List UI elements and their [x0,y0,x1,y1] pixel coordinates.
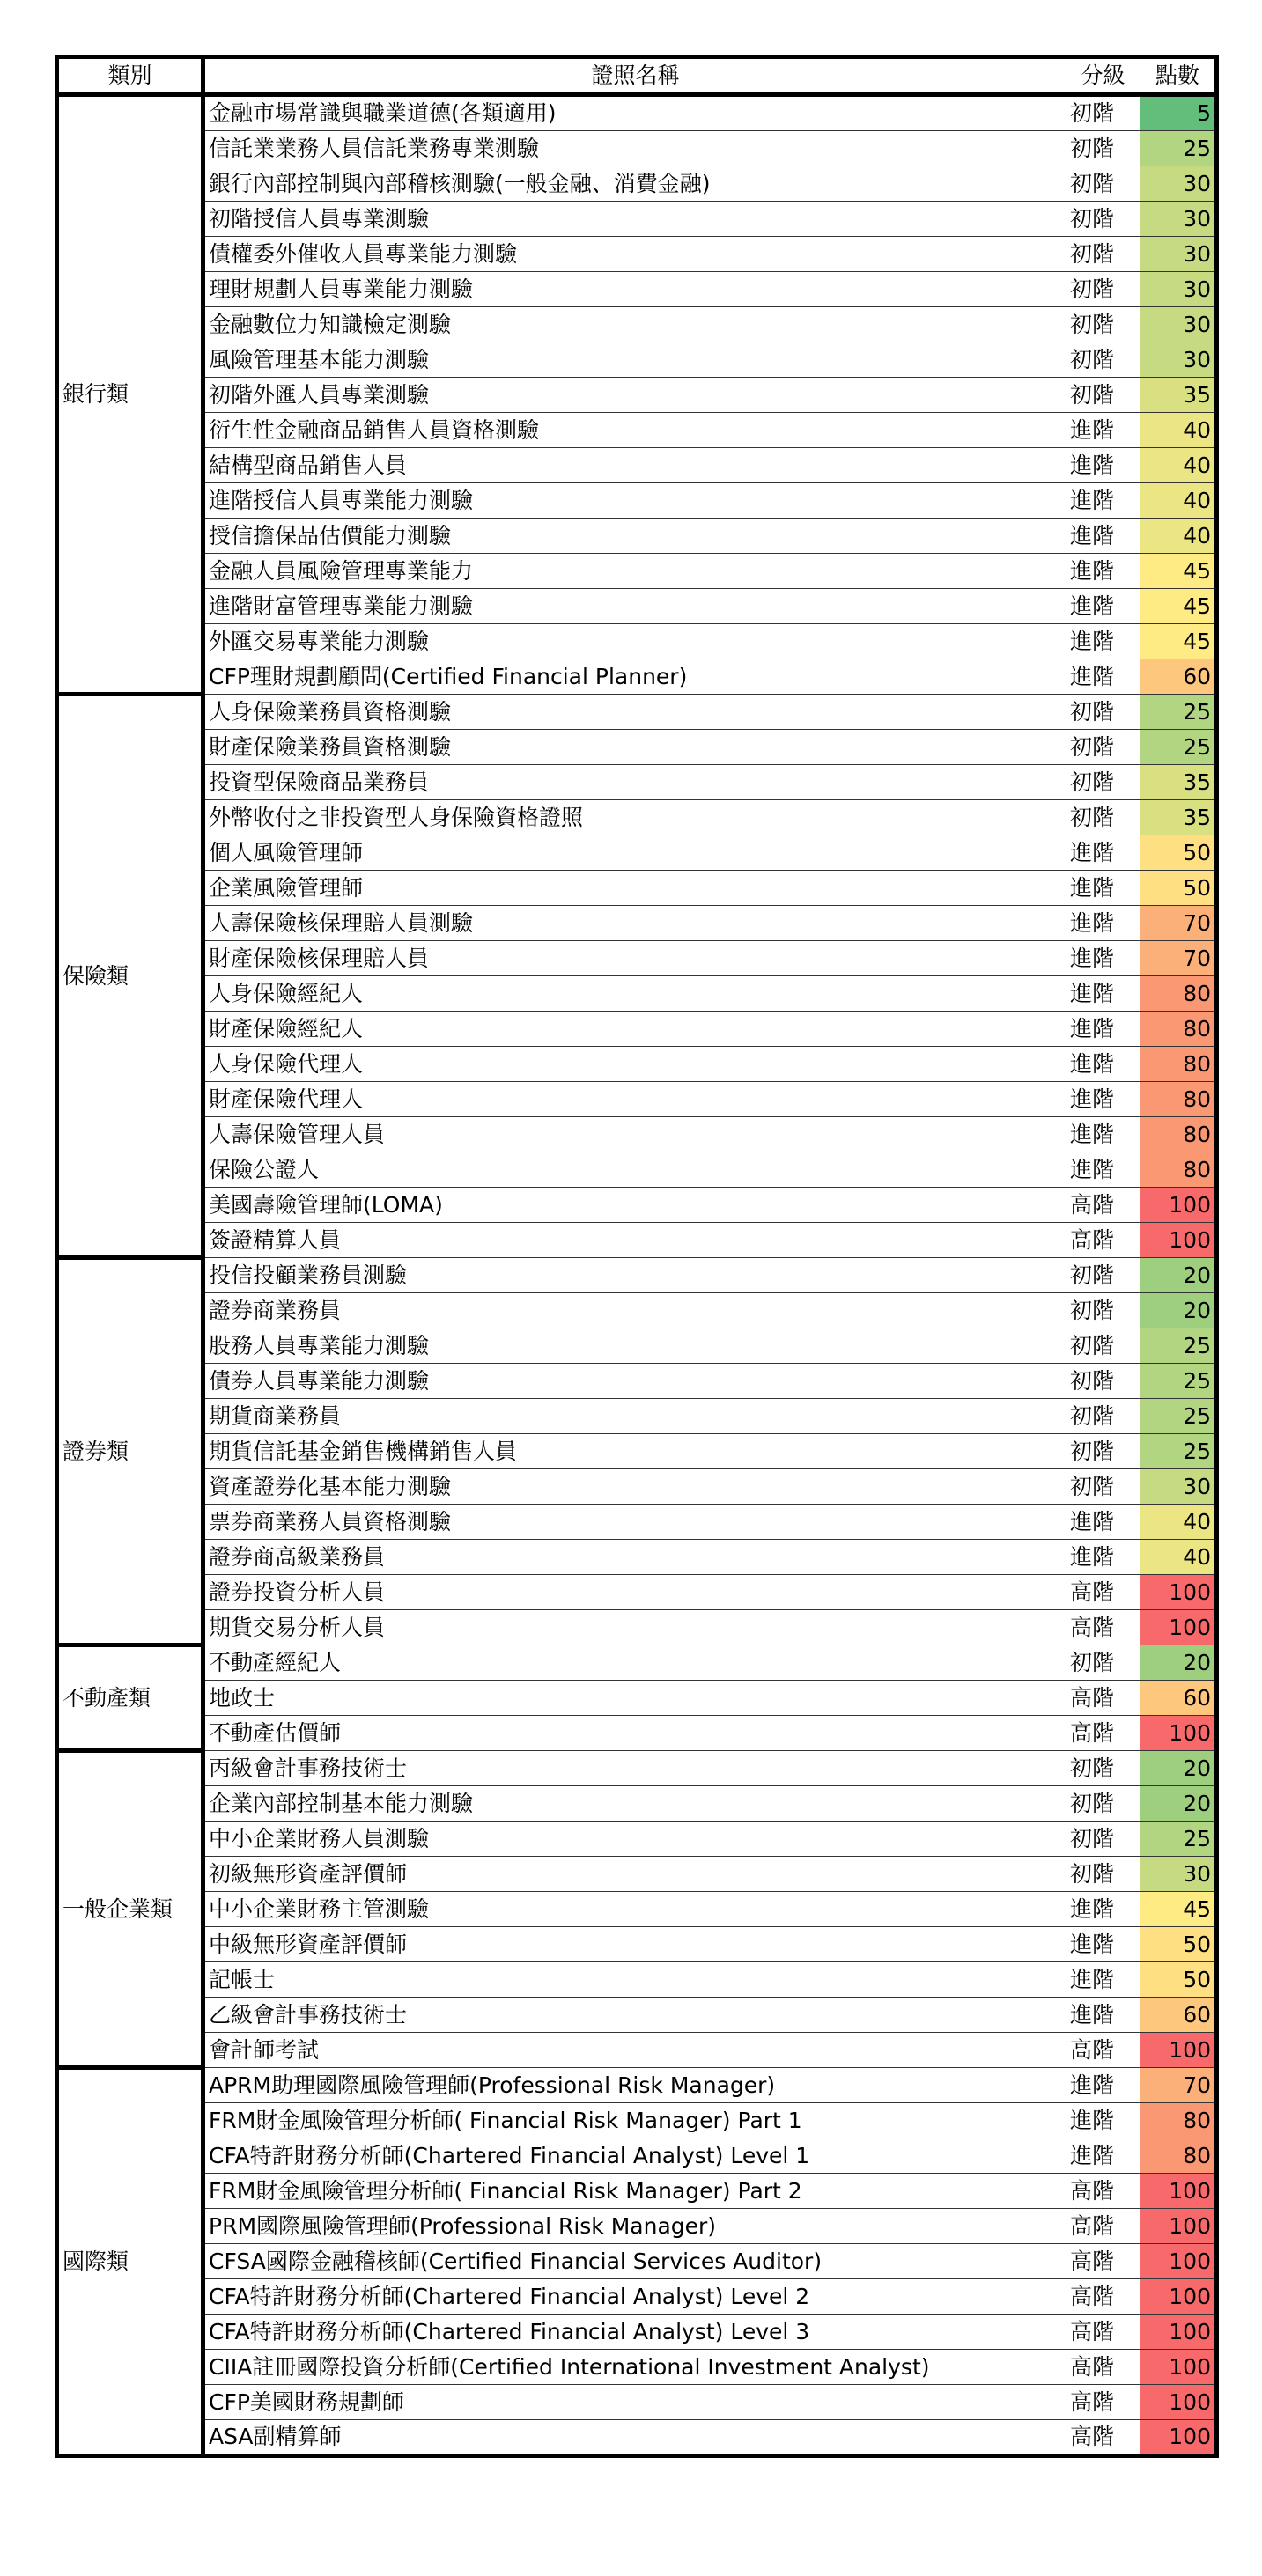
level-cell: 進階 [1066,871,1140,906]
table-row [57,1962,1217,1998]
level-cell: 高階 [1066,2385,1140,2420]
certificate-name-cell: 證券商高級業務員 [203,1540,1066,1575]
level-cell: 進階 [1066,1082,1140,1117]
level-cell: 進階 [1066,1505,1140,1540]
table-row [57,483,1217,519]
certificate-name-cell: 會計師考試 [203,2033,1066,2068]
points-cell: 45 [1140,554,1217,589]
level-cell: 進階 [1066,976,1140,1012]
points-cell: 20 [1140,1786,1217,1822]
certificate-name-cell: CFA特許財務分析師(Chartered Financial Analyst) Level 3 [203,2315,1066,2350]
header-name: 證照名稱 [203,57,1066,95]
points-cell: 25 [1140,730,1217,765]
level-cell: 初階 [1066,1822,1140,1857]
level-cell: 高階 [1066,1681,1140,1716]
level-cell: 初階 [1066,1469,1140,1505]
points-cell: 100 [1140,2279,1217,2315]
level-cell: 進階 [1066,519,1140,554]
certificate-points-table [55,55,1219,2458]
table-row [57,2103,1217,2138]
table-row [57,1434,1217,1469]
certificate-name-cell: CFA特許財務分析師(Chartered Financial Analyst) Level 1 [203,2138,1066,2174]
points-cell: 100 [1140,2315,1217,2350]
certificate-name-cell: PRM國際風險管理師(Professional Risk Manager) [203,2209,1066,2244]
level-cell: 高階 [1066,1223,1140,1258]
certificate-name-cell: 債券人員專業能力測驗 [203,1364,1066,1399]
table-row [57,1012,1217,1047]
level-cell: 高階 [1066,2279,1140,2315]
points-cell: 20 [1140,1645,1217,1681]
points-cell: 35 [1140,800,1217,835]
points-cell: 45 [1140,624,1217,659]
table-row [57,1751,1217,1786]
level-cell: 高階 [1066,2315,1140,2350]
points-cell: 30 [1140,166,1217,202]
certificate-name-cell: 人壽保險管理人員 [203,1117,1066,1152]
level-cell: 進階 [1066,1117,1140,1152]
table-row [57,378,1217,413]
level-cell: 高階 [1066,1610,1140,1645]
table-row [57,1328,1217,1364]
certificate-name-cell: 初階外匯人員專業測驗 [203,378,1066,413]
certificate-name-cell: 人身保險業務員資格測驗 [203,695,1066,730]
certificate-name-cell: 記帳士 [203,1962,1066,1998]
level-cell: 進階 [1066,554,1140,589]
points-cell: 50 [1140,835,1217,871]
certificate-name-cell: 初級無形資產評價師 [203,1857,1066,1892]
points-cell: 20 [1140,1293,1217,1328]
level-cell: 進階 [1066,1047,1140,1082]
table-row [57,554,1217,589]
level-cell: 初階 [1066,1364,1140,1399]
level-cell: 高階 [1066,2420,1140,2456]
level-cell: 初階 [1066,202,1140,237]
level-cell: 初階 [1066,378,1140,413]
points-cell: 40 [1140,1505,1217,1540]
table-row [57,624,1217,659]
table-row [57,2420,1217,2456]
certificate-name-cell: 人身保險代理人 [203,1047,1066,1082]
certificate-name-cell: 金融市場常識與職業道德(各類適用) [203,95,1066,131]
certificate-name-cell: 人身保險經紀人 [203,976,1066,1012]
category-cell: 一般企業類 [57,1751,203,2068]
level-cell: 初階 [1066,1434,1140,1469]
points-cell: 80 [1140,2103,1217,2138]
certificate-name-cell: 保險公證人 [203,1152,1066,1188]
certificate-name-cell: 風險管理基本能力測驗 [203,342,1066,378]
points-cell: 40 [1140,1540,1217,1575]
table-row [57,2068,1217,2103]
certificate-name-cell: 財產保險核保理賠人員 [203,941,1066,976]
certificate-name-cell: 地政士 [203,1681,1066,1716]
level-cell: 初階 [1066,95,1140,131]
certificate-name-cell: 外匯交易專業能力測驗 [203,624,1066,659]
category-cell: 保險類 [57,695,203,1258]
points-cell: 50 [1140,871,1217,906]
certificate-name-cell: CFSA國際金融稽核師(Certified Financial Services Auditor) [203,2244,1066,2279]
table-row [57,2244,1217,2279]
certificate-name-cell: 個人風險管理師 [203,835,1066,871]
certificate-name-cell: 授信擔保品估價能力測驗 [203,519,1066,554]
level-cell: 進階 [1066,659,1140,695]
certificate-name-cell: 進階授信人員專業能力測驗 [203,483,1066,519]
certificate-name-cell: 進階財富管理專業能力測驗 [203,589,1066,624]
table-row [57,1258,1217,1293]
points-cell: 80 [1140,1152,1217,1188]
table-row [57,1082,1217,1117]
points-cell: 70 [1140,941,1217,976]
table-row [57,2350,1217,2385]
header-row [57,57,1217,95]
certificate-name-cell: 企業內部控制基本能力測驗 [203,1786,1066,1822]
table-row [57,835,1217,871]
certificate-name-cell: 中小企業財務人員測驗 [203,1822,1066,1857]
level-cell: 高階 [1066,2244,1140,2279]
points-cell: 100 [1140,1188,1217,1223]
certificate-name-cell: CFP美國財務規劃師 [203,2385,1066,2420]
level-cell: 初階 [1066,730,1140,765]
table-row [57,2174,1217,2209]
table-row [57,2138,1217,2174]
table-row [57,906,1217,941]
certificate-name-cell: 票券商業務人員資格測驗 [203,1505,1066,1540]
level-cell: 進階 [1066,1012,1140,1047]
points-cell: 80 [1140,1012,1217,1047]
table-row [57,941,1217,976]
table-row [57,1857,1217,1892]
level-cell: 初階 [1066,307,1140,342]
points-cell: 20 [1140,1258,1217,1293]
points-cell: 30 [1140,202,1217,237]
table-row [57,1505,1217,1540]
points-cell: 20 [1140,1751,1217,1786]
points-cell: 35 [1140,378,1217,413]
certificate-name-cell: 簽證精算人員 [203,1223,1066,1258]
table-row [57,1188,1217,1223]
certificate-name-cell: 債權委外催收人員專業能力測驗 [203,237,1066,272]
level-cell: 進階 [1066,1540,1140,1575]
points-cell: 30 [1140,342,1217,378]
certificate-name-cell: 證券投資分析人員 [203,1575,1066,1610]
table-row [57,237,1217,272]
level-cell: 初階 [1066,1258,1140,1293]
points-cell: 40 [1140,448,1217,483]
table-row [57,589,1217,624]
points-cell: 40 [1140,483,1217,519]
certificate-name-cell: 證券商業務員 [203,1293,1066,1328]
points-cell: 5 [1140,95,1217,131]
table-row [57,730,1217,765]
certificate-name-cell: 丙級會計事務技術士 [203,1751,1066,1786]
level-cell: 進階 [1066,448,1140,483]
points-cell: 100 [1140,2244,1217,2279]
level-cell: 高階 [1066,2209,1140,2244]
points-cell: 50 [1140,1962,1217,1998]
level-cell: 進階 [1066,2138,1140,2174]
level-cell: 進階 [1066,1962,1140,1998]
table-row [57,1117,1217,1152]
certificate-name-cell: 初階授信人員專業測驗 [203,202,1066,237]
points-cell: 100 [1140,2033,1217,2068]
table-row [57,695,1217,730]
points-cell: 100 [1140,2385,1217,2420]
table-row [57,1540,1217,1575]
level-cell: 初階 [1066,1328,1140,1364]
table-row [57,2385,1217,2420]
level-cell: 初階 [1066,1751,1140,1786]
certificate-name-cell: 銀行內部控制與內部稽核測驗(一般金融、消費金融) [203,166,1066,202]
certificate-name-cell: FRM財金風險管理分析師( Financial Risk Manager) Part 1 [203,2103,1066,2138]
table-row [57,166,1217,202]
certificate-name-cell: 股務人員專業能力測驗 [203,1328,1066,1364]
certificate-name-cell: 期貨商業務員 [203,1399,1066,1434]
level-cell: 初階 [1066,131,1140,166]
points-cell: 25 [1140,1822,1217,1857]
certificate-name-cell: 中級無形資產評價師 [203,1927,1066,1962]
certificate-name-cell: 理財規劃人員專業能力測驗 [203,272,1066,307]
level-cell: 初階 [1066,342,1140,378]
level-cell: 進階 [1066,2068,1140,2103]
table-row [57,1927,1217,1962]
category-cell: 國際類 [57,2068,203,2456]
level-cell: 初階 [1066,1786,1140,1822]
level-cell: 進階 [1066,589,1140,624]
header-points: 點數 [1140,57,1217,95]
table-row [57,2209,1217,2244]
table-row [57,871,1217,906]
table-row [57,131,1217,166]
table-row [57,202,1217,237]
level-cell: 初階 [1066,1399,1140,1434]
certificate-name-cell: CFP理財規劃顧問(Certified Financial Planner) [203,659,1066,695]
certificate-name-cell: APRM助理國際風險管理師(Professional Risk Manager) [203,2068,1066,2103]
points-cell: 45 [1140,1892,1217,1927]
points-cell: 70 [1140,2068,1217,2103]
level-cell: 進階 [1066,1998,1140,2033]
certificate-name-cell: 財產保險業務員資格測驗 [203,730,1066,765]
points-cell: 25 [1140,1399,1217,1434]
table-row [57,1998,1217,2033]
level-cell: 初階 [1066,166,1140,202]
level-cell: 初階 [1066,1645,1140,1681]
points-cell: 100 [1140,1575,1217,1610]
category-cell: 銀行類 [57,95,203,695]
table-row [57,1681,1217,1716]
level-cell: 高階 [1066,2174,1140,2209]
table-row [57,1223,1217,1258]
level-cell: 初階 [1066,1857,1140,1892]
table-row [57,1364,1217,1399]
table-row [57,1575,1217,1610]
level-cell: 初階 [1066,237,1140,272]
level-cell: 高階 [1066,1716,1140,1751]
table-row [57,1152,1217,1188]
category-cell: 證券類 [57,1258,203,1645]
points-cell: 35 [1140,765,1217,800]
level-cell: 高階 [1066,1188,1140,1223]
certificate-name-cell: 人壽保險核保理賠人員測驗 [203,906,1066,941]
table-row [57,1786,1217,1822]
points-cell: 80 [1140,2138,1217,2174]
points-cell: 60 [1140,659,1217,695]
table-row [57,1716,1217,1751]
certificate-name-cell: 美國壽險管理師(LOMA) [203,1188,1066,1223]
category-cell: 不動產類 [57,1645,203,1751]
certificate-name-cell: FRM財金風險管理分析師( Financial Risk Manager) Part 2 [203,2174,1066,2209]
table-row [57,1822,1217,1857]
points-cell: 30 [1140,237,1217,272]
table-row [57,2279,1217,2315]
table-row [57,1047,1217,1082]
level-cell: 高階 [1066,2033,1140,2068]
table-row [57,342,1217,378]
certificate-name-cell: 財產保險代理人 [203,1082,1066,1117]
header-category: 類別 [57,57,203,95]
level-cell: 高階 [1066,1575,1140,1610]
points-cell: 30 [1140,1857,1217,1892]
level-cell: 進階 [1066,2103,1140,2138]
level-cell: 進階 [1066,906,1140,941]
level-cell: 進階 [1066,1892,1140,1927]
level-cell: 初階 [1066,272,1140,307]
table-row [57,448,1217,483]
table-row [57,2033,1217,2068]
certificate-name-cell: 投信投顧業務員測驗 [203,1258,1066,1293]
table-row [57,765,1217,800]
certificate-name-cell: 信託業業務人員信託業務專業測驗 [203,131,1066,166]
points-cell: 30 [1140,272,1217,307]
level-cell: 進階 [1066,483,1140,519]
points-cell: 100 [1140,2209,1217,2244]
points-cell: 50 [1140,1927,1217,1962]
table-row [57,1399,1217,1434]
points-cell: 25 [1140,1328,1217,1364]
level-cell: 初階 [1066,765,1140,800]
level-cell: 進階 [1066,1152,1140,1188]
points-cell: 100 [1140,2420,1217,2456]
level-cell: 高階 [1066,2350,1140,2385]
table-row [57,659,1217,695]
level-cell: 初階 [1066,695,1140,730]
points-cell: 100 [1140,1223,1217,1258]
points-cell: 25 [1140,131,1217,166]
table-row [57,1610,1217,1645]
level-cell: 進階 [1066,624,1140,659]
points-cell: 80 [1140,976,1217,1012]
points-cell: 25 [1140,1364,1217,1399]
points-cell: 40 [1140,519,1217,554]
level-cell: 進階 [1066,1927,1140,1962]
certificate-name-cell: 衍生性金融商品銷售人員資格測驗 [203,413,1066,448]
points-cell: 25 [1140,695,1217,730]
table-row [57,976,1217,1012]
table-row [57,800,1217,835]
certificate-name-cell: 乙級會計事務技術士 [203,1998,1066,2033]
table-row [57,413,1217,448]
certificate-name-cell: CIIA註冊國際投資分析師(Certified International Investment Analyst) [203,2350,1066,2385]
points-cell: 80 [1140,1117,1217,1152]
certificate-name-cell: CFA特許財務分析師(Chartered Financial Analyst) Level 2 [203,2279,1066,2315]
table-row [57,519,1217,554]
certificate-name-cell: ASA副精算師 [203,2420,1066,2456]
table-row [57,95,1217,131]
level-cell: 進階 [1066,941,1140,976]
points-cell: 100 [1140,1610,1217,1645]
certificate-name-cell: 不動產估價師 [203,1716,1066,1751]
certificate-name-cell: 結構型商品銷售人員 [203,448,1066,483]
level-cell: 進階 [1066,835,1140,871]
points-cell: 25 [1140,1434,1217,1469]
certificate-name-cell: 金融數位力知識檢定測驗 [203,307,1066,342]
points-cell: 70 [1140,906,1217,941]
table-row [57,1469,1217,1505]
certificate-name-cell: 期貨交易分析人員 [203,1610,1066,1645]
level-cell: 進階 [1066,413,1140,448]
points-cell: 100 [1140,2174,1217,2209]
level-cell: 初階 [1066,800,1140,835]
points-cell: 100 [1140,2350,1217,2385]
points-cell: 30 [1140,1469,1217,1505]
points-cell: 60 [1140,1998,1217,2033]
table-row [57,307,1217,342]
points-cell: 80 [1140,1047,1217,1082]
certificate-name-cell: 期貨信託基金銷售機構銷售人員 [203,1434,1066,1469]
certificate-name-cell: 金融人員風險管理專業能力 [203,554,1066,589]
points-cell: 30 [1140,307,1217,342]
points-cell: 100 [1140,1716,1217,1751]
table-row [57,1293,1217,1328]
points-cell: 60 [1140,1681,1217,1716]
certificate-name-cell: 財產保險經紀人 [203,1012,1066,1047]
certificate-name-cell: 企業風險管理師 [203,871,1066,906]
table-row [57,2315,1217,2350]
certificate-name-cell: 不動產經紀人 [203,1645,1066,1681]
certificate-name-cell: 外幣收付之非投資型人身保險資格證照 [203,800,1066,835]
points-cell: 45 [1140,589,1217,624]
header-level: 分級 [1066,57,1140,95]
certificate-name-cell: 資產證券化基本能力測驗 [203,1469,1066,1505]
table-row [57,272,1217,307]
table-body [57,95,1217,2456]
level-cell: 初階 [1066,1293,1140,1328]
certificate-name-cell: 投資型保險商品業務員 [203,765,1066,800]
certificate-name-cell: 中小企業財務主管測驗 [203,1892,1066,1927]
table-row [57,1645,1217,1681]
table-row [57,1892,1217,1927]
points-cell: 40 [1140,413,1217,448]
points-cell: 80 [1140,1082,1217,1117]
